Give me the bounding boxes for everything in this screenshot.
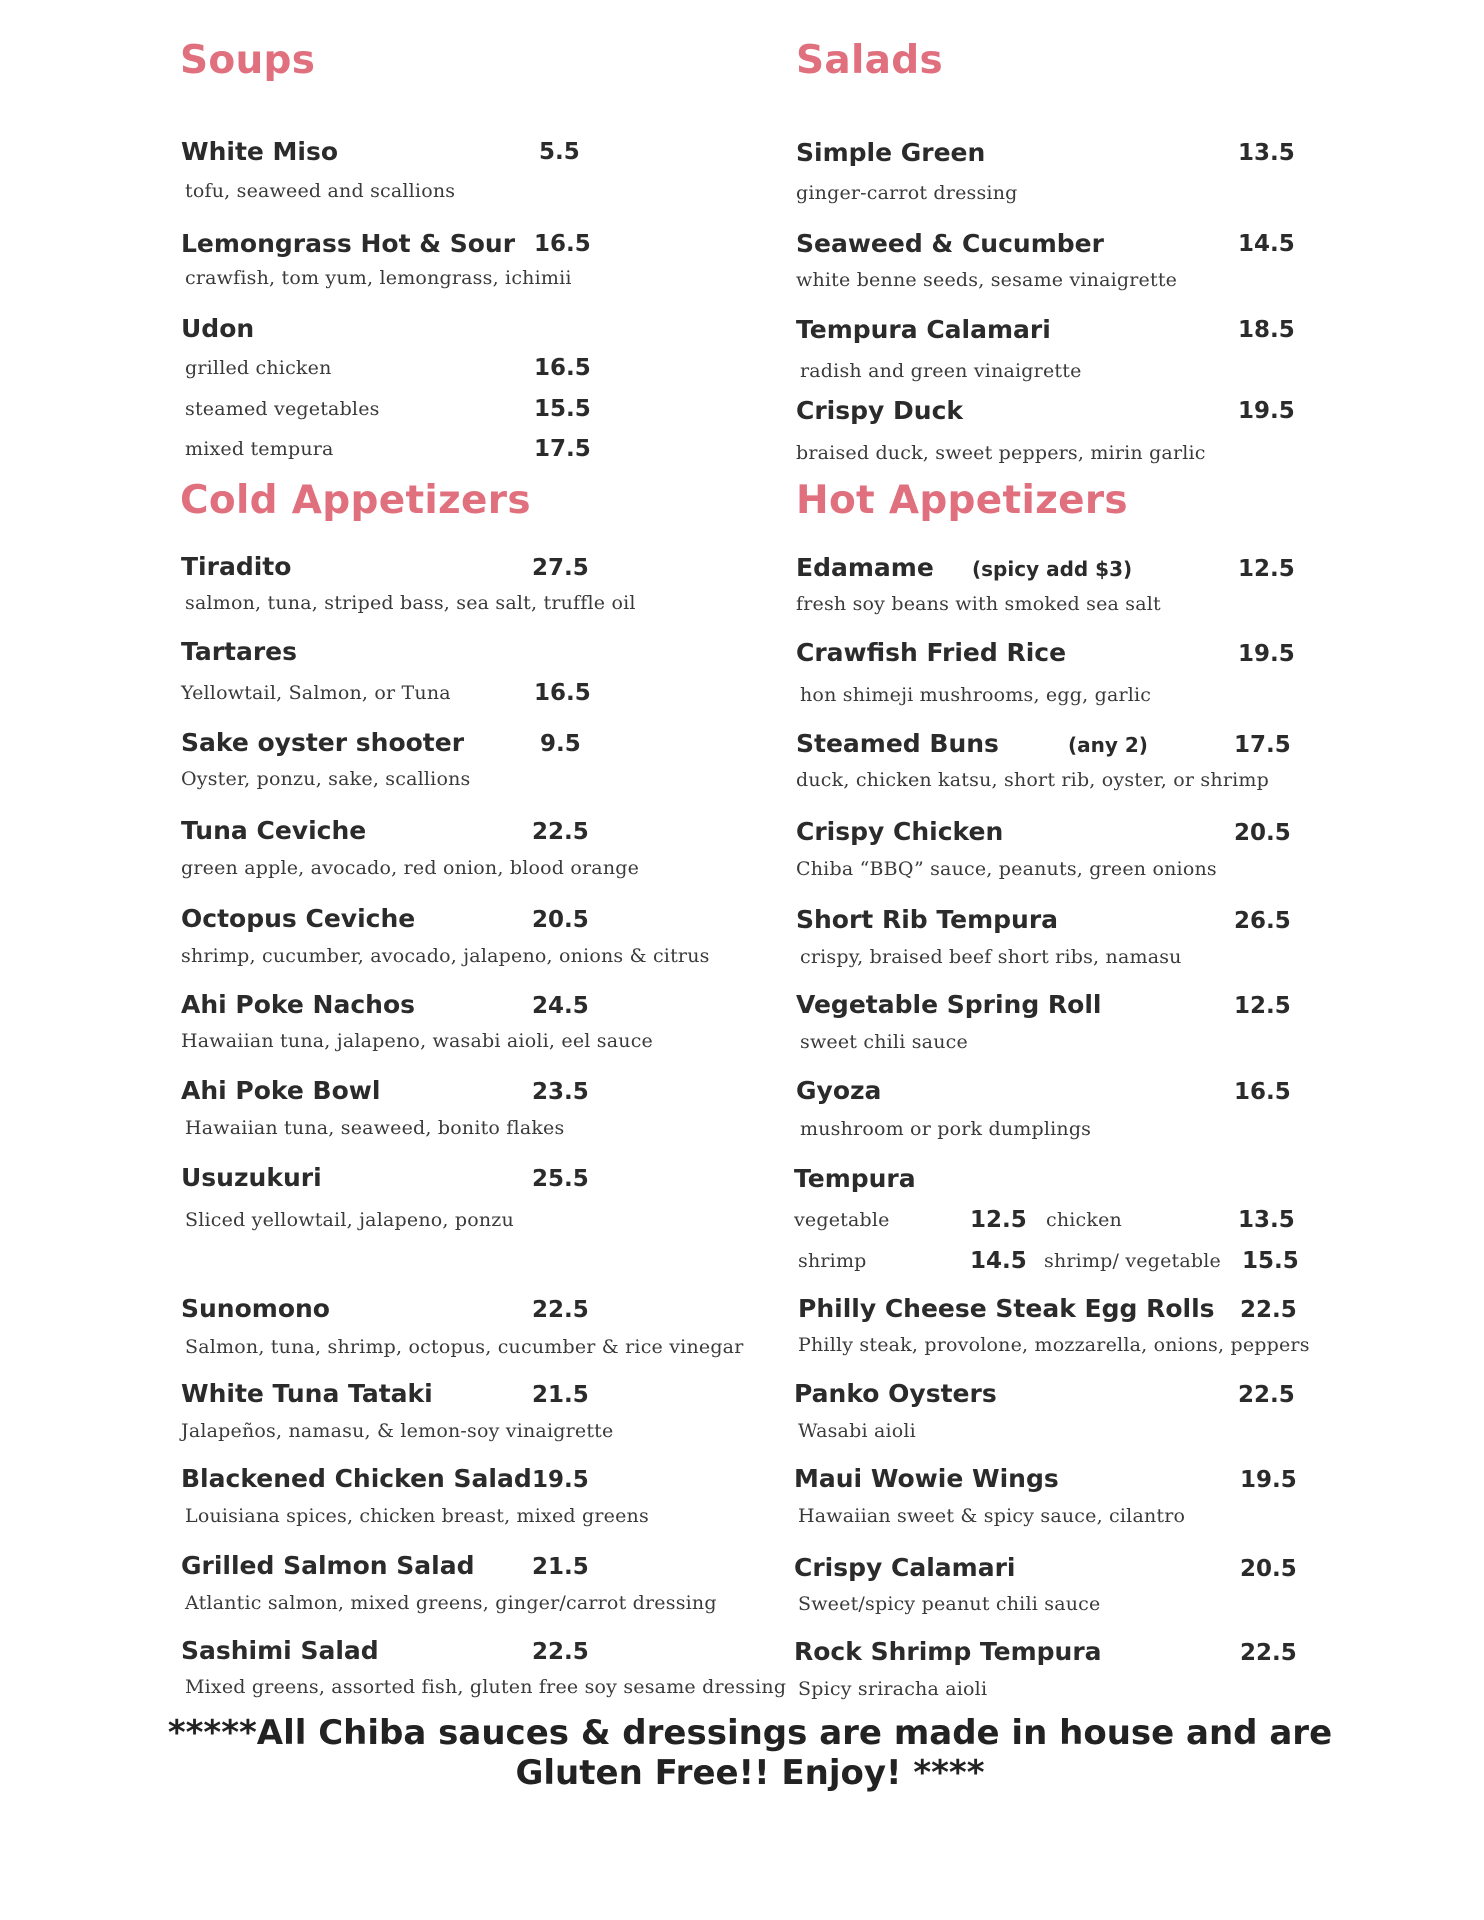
item-name: Maui Wowie Wings bbox=[794, 1464, 1059, 1493]
item-description: shrimp, cucumber, avocado, jalapeno, onions & citrus bbox=[181, 945, 710, 967]
item-option: grilled chicken bbox=[185, 357, 332, 379]
item-description: white benne seeds, sesame vinaigrette bbox=[796, 269, 1178, 291]
item-price: 21.5 bbox=[532, 1382, 589, 1408]
item-option: vegetable bbox=[794, 1209, 890, 1231]
item-price: 15.5 bbox=[1242, 1248, 1299, 1274]
item-price: 18.5 bbox=[1238, 317, 1295, 343]
item-price: 16.5 bbox=[534, 355, 591, 381]
item-description: duck, chicken katsu, short rib, oyster, or shrimp bbox=[796, 769, 1269, 791]
item-name: Blackened Chicken Salad bbox=[181, 1464, 532, 1493]
section-title-soups: Soups bbox=[180, 38, 316, 83]
item-description: Philly steak, provolone, mozzarella, onions, peppers bbox=[798, 1334, 1310, 1356]
item-description: sweet chili sauce bbox=[800, 1031, 968, 1053]
item-name: Sashimi Salad bbox=[181, 1636, 379, 1665]
item-name: Vegetable Spring Roll bbox=[796, 990, 1102, 1019]
item-price: 13.5 bbox=[1238, 140, 1295, 166]
item-description: Spicy sriracha aioli bbox=[798, 1678, 988, 1700]
item-description: Yellowtail, Salmon, or Tuna bbox=[181, 682, 451, 704]
item-name: Tuna Ceviche bbox=[181, 816, 367, 845]
item-price: 16.5 bbox=[1234, 1079, 1291, 1105]
item-name: Tempura Calamari bbox=[796, 315, 1051, 344]
item-price: 22.5 bbox=[1238, 1382, 1295, 1408]
item-price: 5.5 bbox=[539, 139, 580, 165]
item-description: fresh soy beans with smoked sea salt bbox=[796, 593, 1161, 615]
item-price: 25.5 bbox=[532, 1166, 589, 1192]
item-price: 15.5 bbox=[534, 396, 591, 422]
item-description: Hawaiian sweet & spicy sauce, cilantro bbox=[798, 1505, 1186, 1527]
item-note: (spicy add $3) bbox=[972, 557, 1133, 581]
item-name: Tartares bbox=[181, 637, 298, 666]
item-name: White Miso bbox=[181, 137, 339, 166]
item-name: Crawfish Fried Rice bbox=[796, 638, 1067, 667]
item-price: 12.5 bbox=[1238, 556, 1295, 582]
item-name: Crispy Calamari bbox=[794, 1553, 1016, 1582]
item-price: 19.5 bbox=[1238, 398, 1295, 424]
item-price: 20.5 bbox=[1234, 820, 1291, 846]
item-option: shrimp/ vegetable bbox=[1044, 1250, 1221, 1272]
item-name: Simple Green bbox=[796, 138, 986, 167]
item-name: Sunomono bbox=[181, 1294, 330, 1323]
item-price: 17.5 bbox=[1234, 732, 1291, 758]
item-description: Salmon, tuna, shrimp, octopus, cucumber & rice vinegar bbox=[185, 1336, 744, 1358]
item-name: Tempura bbox=[794, 1164, 916, 1193]
item-price: 22.5 bbox=[532, 1639, 589, 1665]
item-option: mixed tempura bbox=[185, 438, 334, 460]
item-name: Udon bbox=[181, 314, 255, 343]
section-title-hot-appetizers: Hot Appetizers bbox=[796, 478, 1128, 523]
item-name: Lemongrass Hot & Sour bbox=[181, 229, 516, 258]
item-price: 24.5 bbox=[532, 993, 589, 1019]
gluten-free-note-line-1: *****All Chiba sauces & dressings are made in house and are bbox=[167, 1713, 1333, 1753]
item-description: green apple, avocado, red onion, blood orange bbox=[181, 857, 640, 879]
item-price: 19.5 bbox=[532, 1467, 589, 1493]
item-name: Sake oyster shooter bbox=[181, 728, 465, 757]
item-description: Hawaiian tuna, jalapeno, wasabi aioli, eel sauce bbox=[181, 1030, 653, 1052]
item-option: steamed vegetables bbox=[185, 398, 380, 420]
item-price: 20.5 bbox=[1240, 1556, 1297, 1582]
item-price: 12.5 bbox=[1234, 993, 1291, 1019]
section-title-salads: Salads bbox=[796, 38, 944, 83]
item-price: 21.5 bbox=[532, 1554, 589, 1580]
item-price: 16.5 bbox=[534, 680, 591, 706]
item-description: Jalapeños, namasu, & lemon-soy vinaigrette bbox=[181, 1420, 614, 1442]
item-description: radish and green vinaigrette bbox=[800, 360, 1082, 382]
item-name: Octopus Ceviche bbox=[181, 904, 416, 933]
item-description: mushroom or pork dumplings bbox=[800, 1118, 1092, 1140]
item-description: Chiba “BBQ” sauce, peanuts, green onions bbox=[796, 858, 1217, 880]
item-description: Oyster, ponzu, sake, scallions bbox=[181, 768, 471, 790]
item-name: Short Rib Tempura bbox=[796, 905, 1059, 934]
item-name: Ahi Poke Bowl bbox=[181, 1076, 381, 1105]
item-name: Usuzukuri bbox=[181, 1163, 322, 1192]
item-description: crispy, braised beef short ribs, namasu bbox=[800, 946, 1182, 968]
item-price: 22.5 bbox=[1240, 1640, 1297, 1666]
item-price: 22.5 bbox=[532, 819, 589, 845]
item-price: 22.5 bbox=[532, 1297, 589, 1323]
item-description: Sweet/spicy peanut chili sauce bbox=[798, 1593, 1101, 1615]
item-name: Edamame bbox=[796, 553, 934, 582]
item-name: Panko Oysters bbox=[794, 1379, 997, 1408]
section-title-cold-appetizers: Cold Appetizers bbox=[180, 478, 531, 523]
item-note: (any 2) bbox=[1068, 733, 1148, 757]
item-name: Tiradito bbox=[181, 552, 292, 581]
gluten-free-note-line-2: Gluten Free!! Enjoy! **** bbox=[515, 1753, 985, 1793]
item-description: Louisiana spices, chicken breast, mixed greens bbox=[185, 1505, 649, 1527]
item-price: 27.5 bbox=[532, 555, 589, 581]
item-description: Sliced yellowtail, jalapeno, ponzu bbox=[185, 1209, 514, 1231]
item-description: salmon, tuna, striped bass, sea salt, truffle oil bbox=[185, 592, 636, 614]
item-name: White Tuna Tataki bbox=[181, 1379, 433, 1408]
item-price: 16.5 bbox=[534, 231, 591, 257]
item-name: Steamed Buns bbox=[796, 729, 999, 758]
item-price: 17.5 bbox=[534, 436, 591, 462]
item-price: 26.5 bbox=[1234, 908, 1291, 934]
item-description: Mixed greens, assorted fish, gluten free soy sesame dressing bbox=[185, 1676, 787, 1698]
item-name: Philly Cheese Steak Egg Rolls bbox=[798, 1294, 1215, 1323]
item-name: Grilled Salmon Salad bbox=[181, 1551, 475, 1580]
item-price: 12.5 bbox=[970, 1207, 1027, 1233]
item-name: Ahi Poke Nachos bbox=[181, 990, 415, 1019]
item-description: Atlantic salmon, mixed greens, ginger/carrot dressing bbox=[185, 1592, 717, 1614]
item-name: Crispy Chicken bbox=[796, 817, 1004, 846]
gluten-free-note bbox=[150, 1713, 1350, 1793]
item-price: 13.5 bbox=[1238, 1207, 1295, 1233]
item-option: chicken bbox=[1046, 1209, 1122, 1231]
item-price: 23.5 bbox=[532, 1079, 589, 1105]
item-price: 19.5 bbox=[1238, 641, 1295, 667]
item-option: shrimp bbox=[798, 1250, 867, 1272]
item-price: 20.5 bbox=[532, 907, 589, 933]
item-description: tofu, seaweed and scallions bbox=[185, 180, 456, 202]
item-name: Seaweed & Cucumber bbox=[796, 229, 1104, 258]
item-description: braised duck, sweet peppers, mirin garlic bbox=[796, 442, 1206, 464]
item-name: Rock Shrimp Tempura bbox=[794, 1637, 1102, 1666]
item-description: Hawaiian tuna, seaweed, bonito flakes bbox=[185, 1117, 565, 1139]
item-description: Wasabi aioli bbox=[798, 1420, 916, 1442]
item-price: 19.5 bbox=[1240, 1467, 1297, 1493]
item-price: 9.5 bbox=[540, 731, 581, 757]
item-price: 14.5 bbox=[970, 1248, 1027, 1274]
item-description: ginger-carrot dressing bbox=[796, 182, 1018, 204]
item-description: crawfish, tom yum, lemongrass, ichimii bbox=[185, 267, 572, 289]
item-name: Crispy Duck bbox=[796, 396, 964, 425]
item-price: 14.5 bbox=[1238, 231, 1295, 257]
item-price: 22.5 bbox=[1240, 1297, 1297, 1323]
item-description: hon shimeji mushrooms, egg, garlic bbox=[800, 684, 1152, 706]
item-name: Gyoza bbox=[796, 1076, 882, 1105]
